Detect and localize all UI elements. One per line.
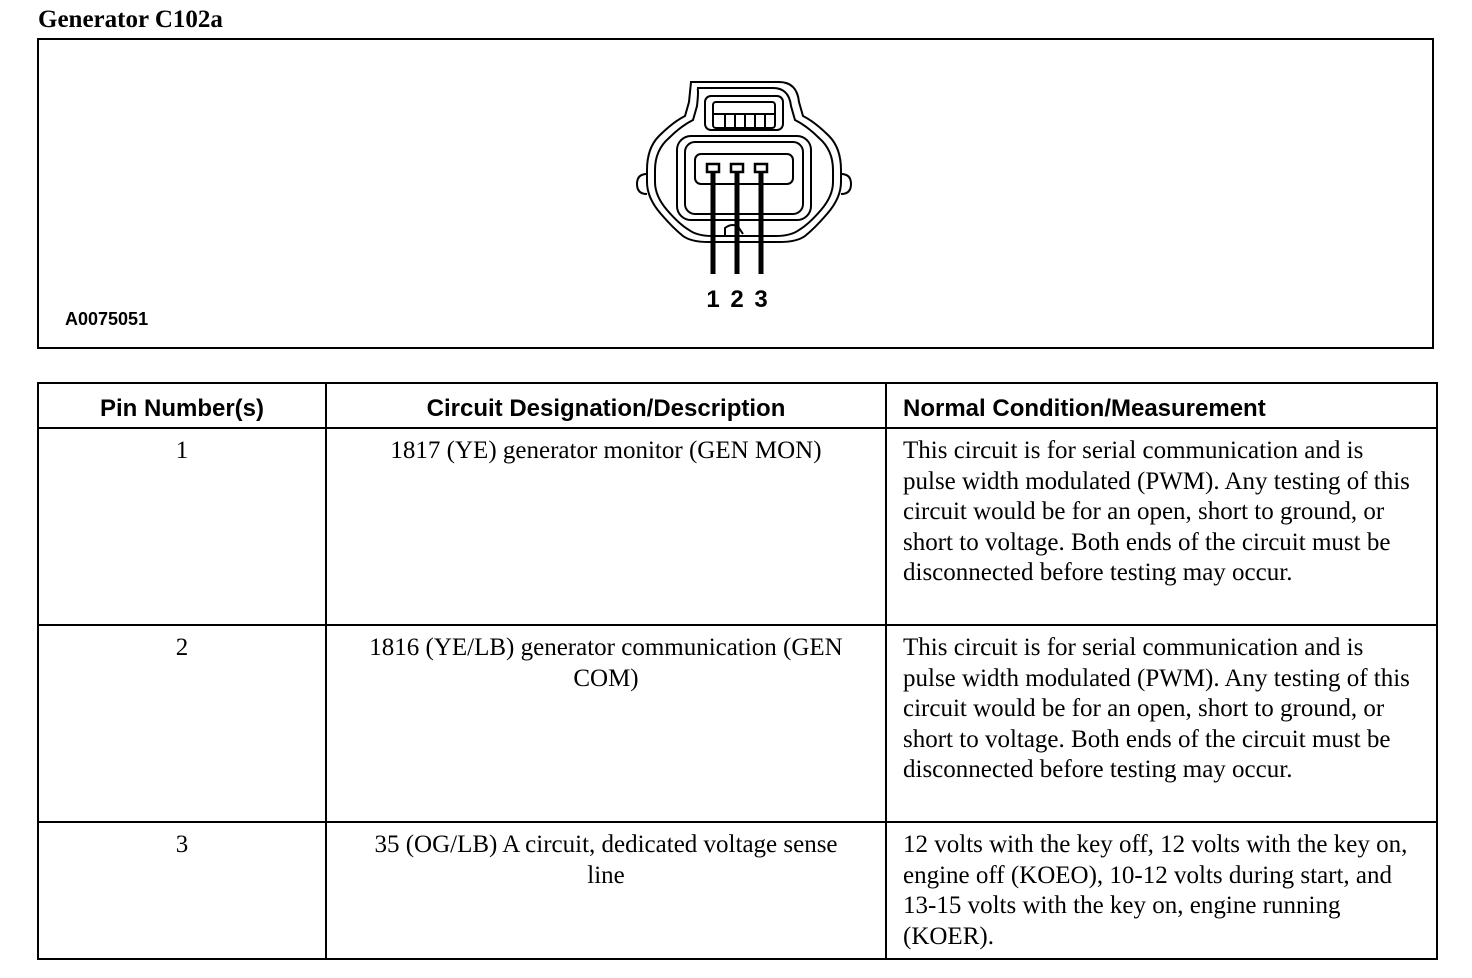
table-row [38,428,1437,625]
table-row [38,625,1437,822]
table-row [38,822,1437,959]
pin-number-cell: 2 [38,625,326,822]
pin-label-3: 3 [754,286,768,313]
pin-table [37,382,1438,960]
pin-label-2: 2 [730,286,744,313]
circuit-cell: 35 (OG/LB) A circuit, dedicated voltage sense line [326,822,886,959]
circuit-cell: 1816 (YE/LB) generator communication (GEN COM) [326,625,886,822]
condition-cell: This circuit is for serial communication and is pulse width modulated (PWM). Any testing of this circuit would be for an open, short to ground, or short to voltage. Both ends of the circuit must be disconnected before testing may occur. [886,625,1437,822]
page-title: Generator C102a [38,6,223,33]
pin-number-cell: 1 [38,428,326,625]
condition-cell: This circuit is for serial communication and is pulse width modulated (PWM). Any testing of this circuit would be for an open, short to ground, or short to voltage. Both ends of the circuit must be disconnected before testing may occur. [886,428,1437,625]
header-pin-number: Pin Number(s) [38,383,326,428]
connector-figure [37,38,1434,349]
figure-id: A0075051 [65,309,149,329]
pin-number-cell: 3 [38,822,326,959]
table-header-row [38,383,1437,428]
circuit-cell: 1817 (YE) generator monitor (GEN MON) [326,428,886,625]
three-pin-connector-icon [629,78,859,278]
header-normal-condition: Normal Condition/Measurement [886,383,1437,428]
condition-cell: 12 volts with the key off, 12 volts with the key on, engine off (KOEO), 10-12 volts during start, and 13-15 volts with the key on, engine running (KOER). [886,822,1437,959]
header-circuit-designation: Circuit Designation/Description [326,383,886,428]
pin-label-1: 1 [706,286,720,313]
